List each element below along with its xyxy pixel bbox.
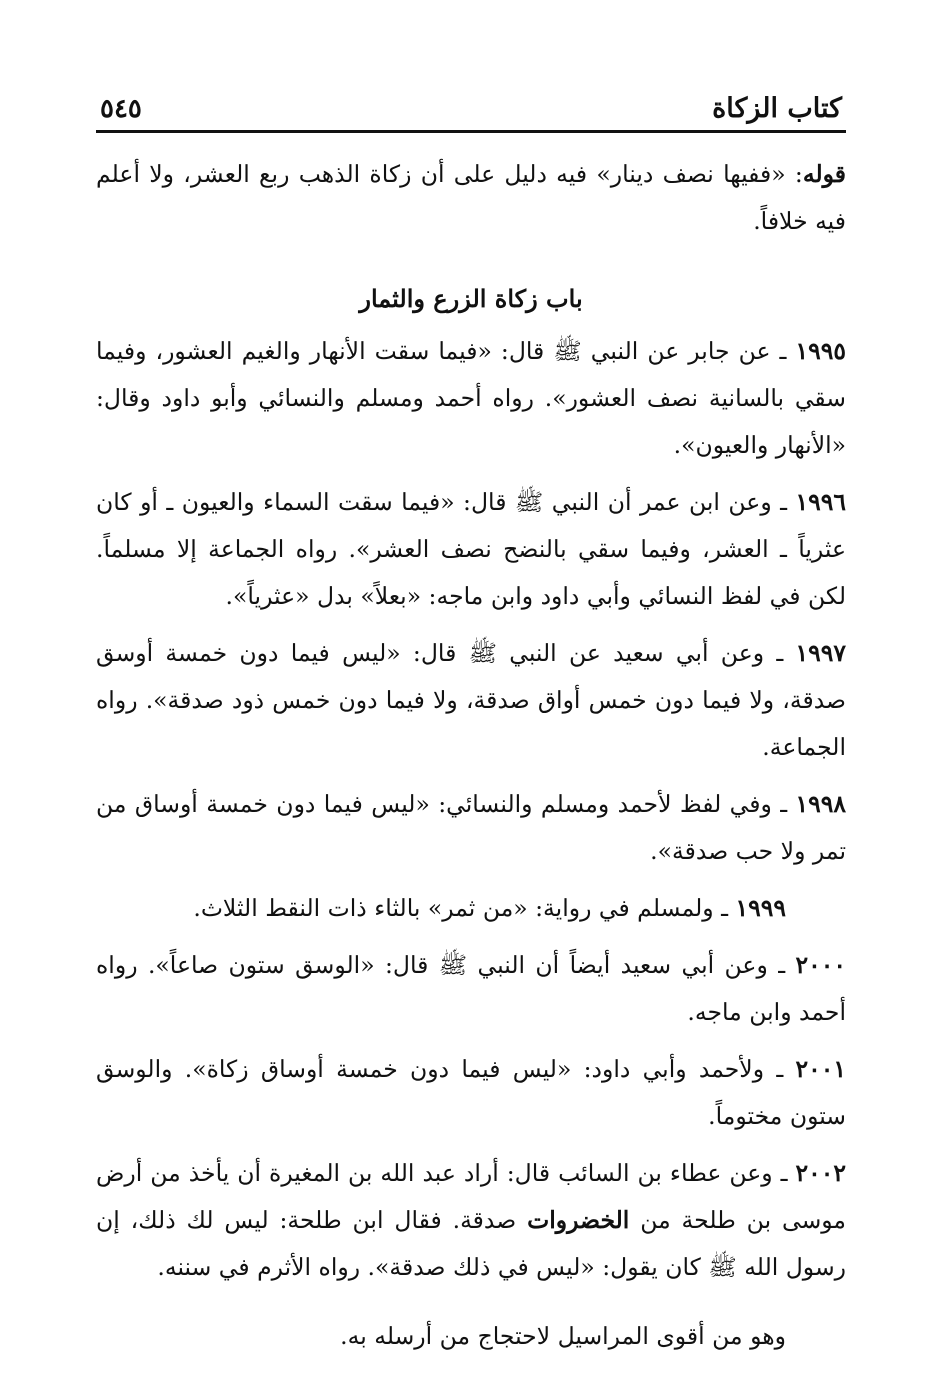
hadith-number: ١٩٩٨ <box>795 790 846 818</box>
hadith-number: ٢٠٠١ <box>795 1055 846 1083</box>
hadith-2001 <box>96 1046 846 1140</box>
hadith-text-before: ـ وعن عطاء بن السائب قال: أراد عبد الله بن المغيرة أن يأخذ من أرض موسى بن طلحة من <box>96 1159 846 1234</box>
hadith-number: ١٩٩٥ <box>795 337 846 365</box>
hadith-text-after: صدقة. فقال ابن طلحة: ليس لك ذلك، إن رسول الله ﷺ كان يقول: «ليس في ذلك صدقة». رواه الأثرم في سننه. <box>96 1206 846 1281</box>
hadith-number: ١٩٩٦ <box>795 488 846 516</box>
hadith-number: ١٩٩٧ <box>795 639 846 667</box>
running-title: كتاب الزكاة <box>712 93 842 124</box>
hadith-text: ـ وعن أبي سعيد أيضاً أن النبي ﷺ قال: «الوسق ستون صاعاً». رواه أحمد وابن ماجه. <box>96 951 846 1026</box>
page-body <box>96 151 846 1360</box>
intro-lead: قوله <box>802 160 846 188</box>
hadith-text: ـ ولمسلم في رواية: «من ثمر» بالثاء ذات النقط الثلاث. <box>193 894 736 922</box>
page-header <box>96 84 846 133</box>
section-heading: باب زكاة الزرع والثمار <box>359 284 583 313</box>
hadith-number: ٢٠٠٢ <box>795 1159 846 1187</box>
hadith-2000 <box>96 942 846 1036</box>
hadith-bold-word: الخضروات <box>527 1206 630 1234</box>
hadith-1995 <box>96 328 846 469</box>
intro-text: : «ففيها نصف دينار» فيه دليل على أن زكاة الذهب ربع العشر، ولا أعلم فيه خلافاً. <box>96 160 846 235</box>
hadith-1997 <box>96 630 846 771</box>
hadith-2002 <box>96 1150 846 1291</box>
hadith-number: ٢٠٠٠ <box>795 951 846 979</box>
closing-note: وهو من أقوى المراسيل لاحتجاج من أرسله به. <box>340 1322 786 1350</box>
intro-paragraph <box>96 151 846 245</box>
hadith-text: ـ ولأحمد وأبي داود: «ليس فيما دون خمسة أوساق زكاة». والوسق ستون مختوماً. <box>96 1055 846 1130</box>
hadith-text: ـ وفي لفظ لأحمد ومسلم والنسائي: «ليس فيما دون خمسة أوساق من تمر ولا حب صدقة». <box>96 790 846 865</box>
hadith-1998 <box>96 781 846 875</box>
hadith-text: ـ وعن ابن عمر أن النبي ﷺ قال: «فيما سقت السماء والعيون ـ أو كان عثرياً ـ العشر، وفيما سقي بالنضح نصف العشر». رواه الجماعة إلا مسلماً. لكن في لفظ النسائي وأبي داود وابن ماجه: «بعلاً» بدل «عثرياً». <box>96 488 846 610</box>
hadith-text: ـ وعن أبي سعيد عن النبي ﷺ قال: «ليس فيما دون خمسة أوسق صدقة، ولا فيما دون خمس أواق صدقة، ولا فيما دون خمس ذود صدقة». رواه الجماعة. <box>96 639 846 761</box>
hadith-1999 <box>96 885 846 932</box>
hadith-number: ١٩٩٩ <box>735 894 786 922</box>
page-number: ٥٤٥ <box>100 94 142 124</box>
hadith-1996 <box>96 479 846 620</box>
hadith-text: ـ عن جابر عن النبي ﷺ قال: «فيما سقت الأنهار والغيم العشور، وفيما سقي بالسانية نصف العشور». رواه أحمد ومسلم والنسائي وأبو داود وقال: «الأنهار والعيون». <box>96 337 846 459</box>
